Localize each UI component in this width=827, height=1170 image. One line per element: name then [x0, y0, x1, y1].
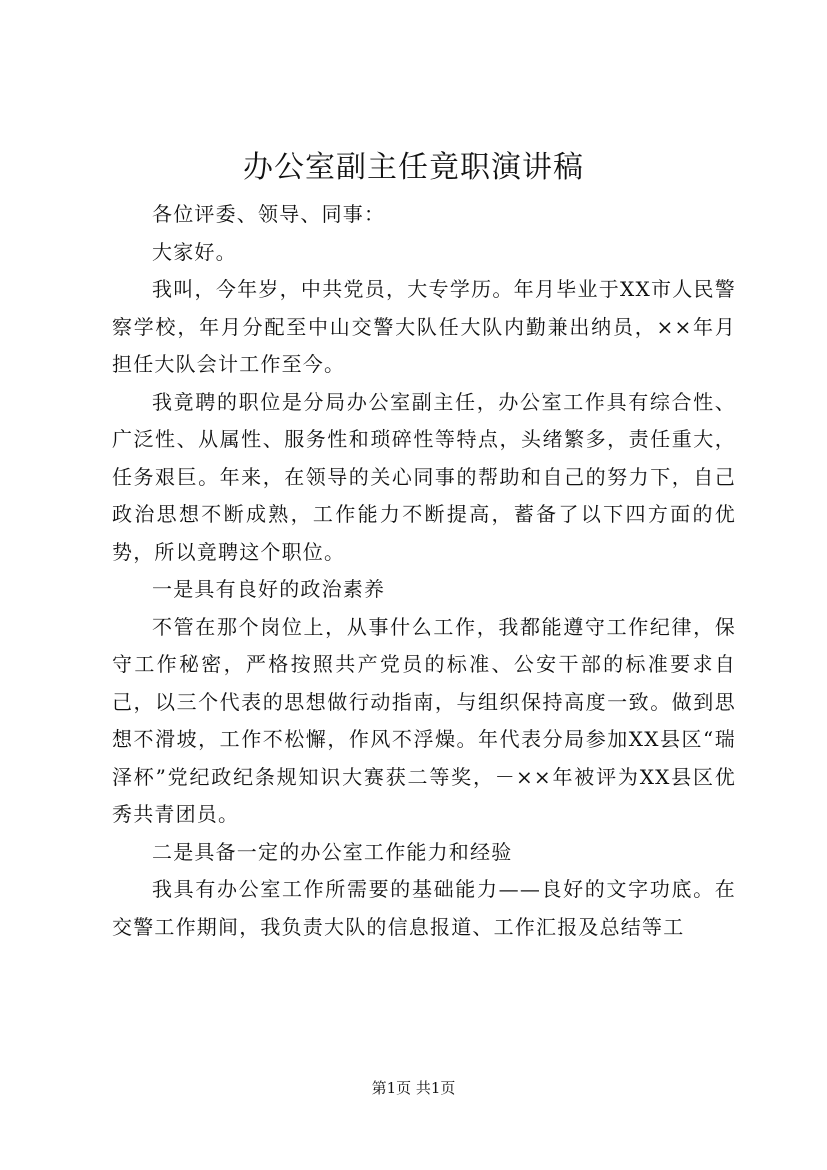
- paragraph-ability: 我具有办公室工作所需要的基础能力——良好的文字功底。在交警工作期间，我负责大队的信息报道、工作汇报及总结等工: [112, 877, 736, 939]
- document-title: 办公室副主任竟职演讲稿: [243, 150, 584, 185]
- document-body: [112, 196, 736, 946]
- paragraph-intro: 我叫，今年岁，中共党员，大专学历。年月毕业于XX市人民警察学校，年月分配至中山交警大队任大队内勤兼出纳员，××年月担任大队会计工作至今。: [112, 277, 736, 376]
- section-heading-ability: 二是具备一定的办公室工作能力和经验: [152, 839, 513, 864]
- page-number-footer: 第1页 共1页: [371, 1079, 456, 1097]
- paragraph-politics: 不管在那个岗位上，从事什么工作，我都能遵守工作纪律，保守工作秘密，严格按照共产党员的标准、公安干部的标准要求自己，以三个代表的思想做行动指南，与组织保持高度一致。做到思想不滑坡，工作不松懈，作风不浮燥。年代表分局参加XX县区“瑞泽杯”党纪政纪条规知识大赛获二等奖，－××年被评为XX县区优秀共青团员。: [112, 614, 736, 826]
- paragraph-position: 我竟聘的职位是分局办公室副主任，办公室工作具有综合性、广泛性、从属性、服务性和琐碎性等特点，头绪繁多，责任重大，任务艰巨。年来，在领导的关心同事的帮助和自己的努力下，自己政治思想不断成熟，工作能力不断提高，蓄备了以下四方面的优势，所以竟聘这个职位。: [112, 389, 736, 564]
- greeting: 大家好。: [152, 239, 237, 264]
- section-heading-politics: 一是具有良好的政治素养: [152, 577, 386, 601]
- salutation: 各位评委、领导、同事：: [152, 202, 386, 226]
